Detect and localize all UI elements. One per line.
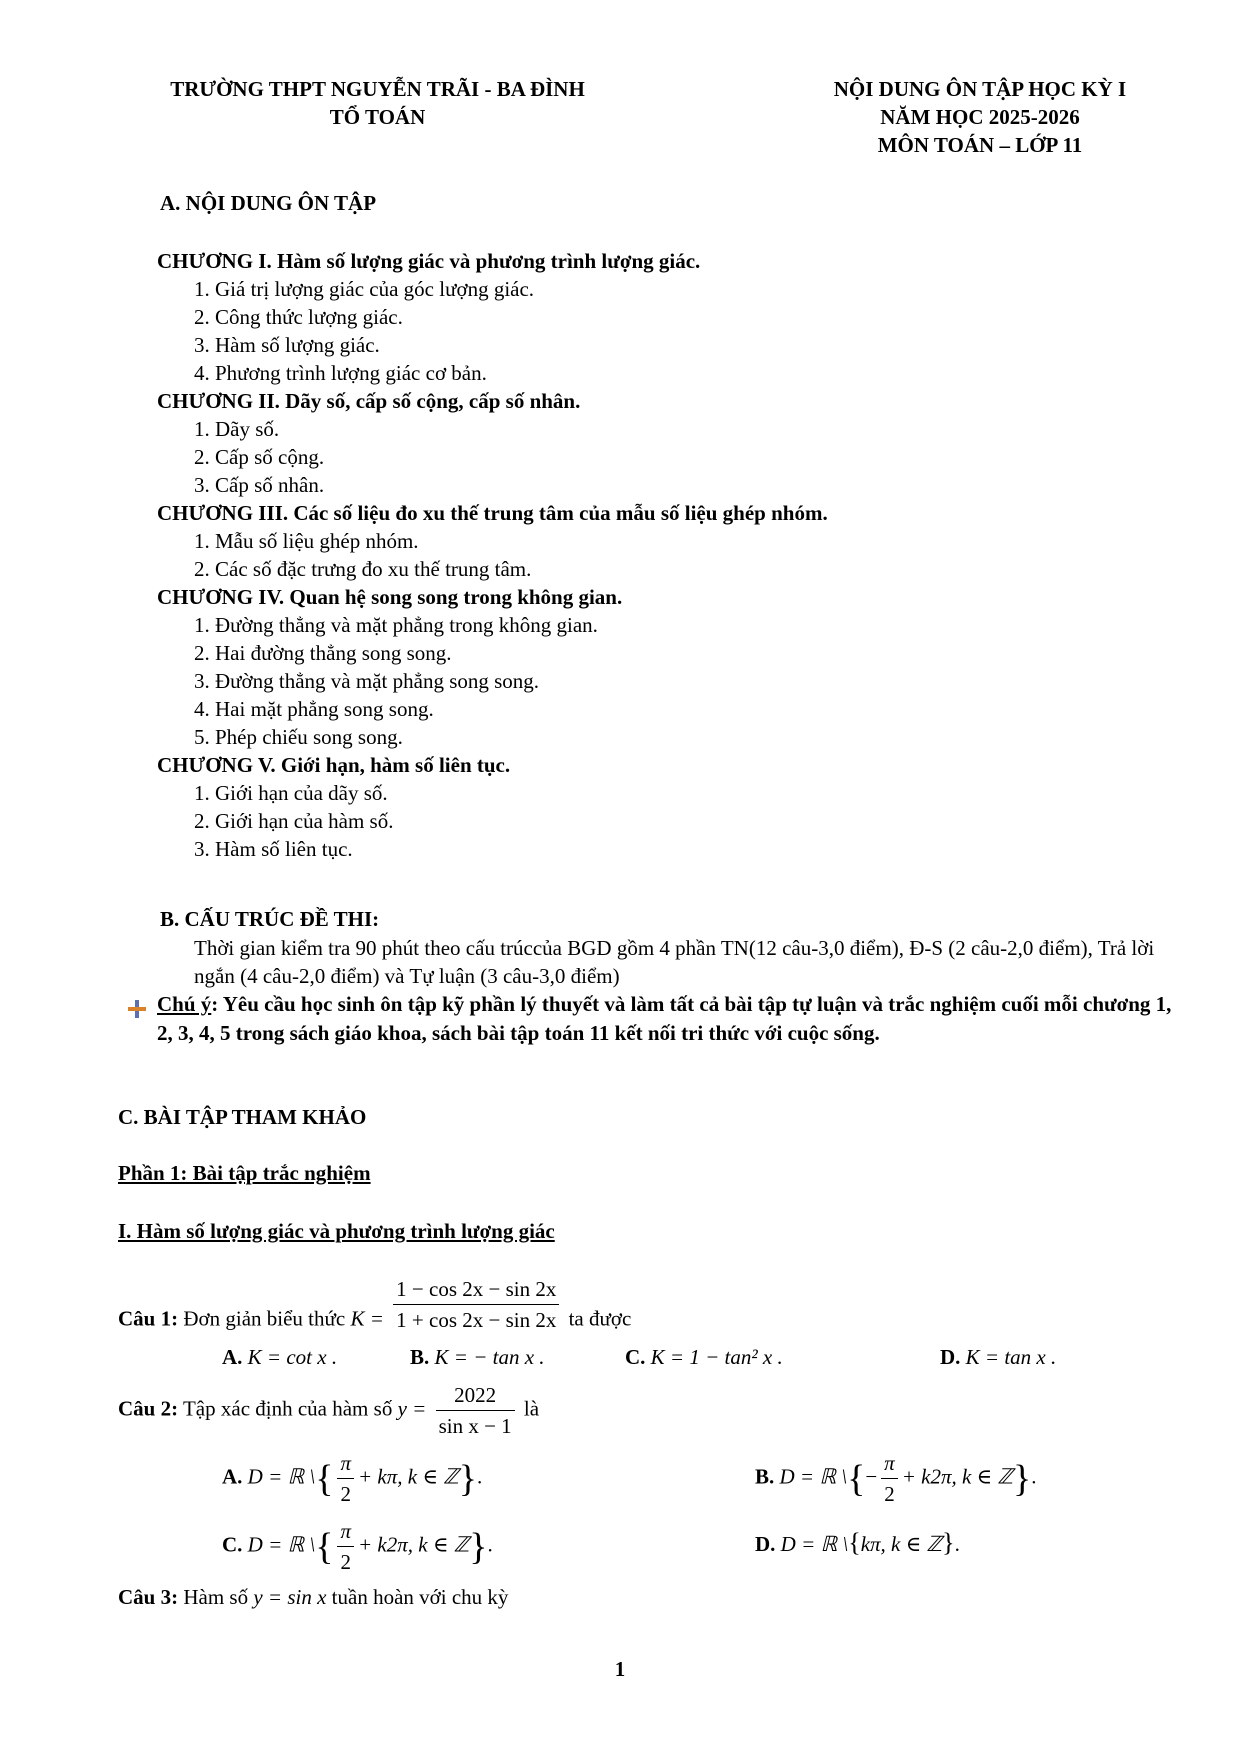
chapter-5-title: CHƯƠNG V. Giới hạn, hàm số liên tục.: [157, 753, 511, 777]
question-3: [118, 1584, 508, 1610]
chapter-2-item: 3. Cấp số nhân.: [194, 473, 325, 497]
department-name: TỔ TOÁN: [329, 105, 426, 129]
q2-option-b: B. D = ℝ \{− $\frac{\pi}{2}$ + k2π, k ∈ ℤ}.: [755, 1451, 1037, 1507]
chapter-2-item: 1. Dãy số.: [194, 417, 280, 441]
q1-option-a: A. K = cot x .: [222, 1345, 338, 1369]
chapter-5-item: 3. Hàm số liên tục.: [194, 837, 353, 861]
chapter-4-item: 1. Đường thẳng và mặt phẳng trong không gian.: [194, 613, 598, 637]
subsection-title: I. Hàm số lượng giác và phương trình lượng giác: [118, 1219, 555, 1243]
chapter-4-item: 5. Phép chiếu song song.: [194, 725, 403, 749]
question-1-text: Đơn giản biểu thức: [183, 1306, 346, 1331]
question-1: [118, 1276, 631, 1334]
chapter-2-title: CHƯƠNG II. Dãy số, cấp số cộng, cấp số nhân.: [157, 389, 581, 413]
chapter-3-item: 2. Các số đặc trưng đo xu thế trung tâm.: [194, 557, 532, 581]
document-title: NỘI DUNG ÔN TẬP HỌC KỲ I: [833, 77, 1127, 101]
school-name: TRƯỜNG THPT NGUYỄN TRÃI - BA ĐÌNH: [170, 77, 585, 101]
chapter-1-item: 3. Hàm số lượng giác.: [194, 333, 380, 357]
chapter-1-item: 4. Phương trình lượng giác cơ bản.: [194, 361, 487, 385]
chapter-3-title: CHƯƠNG III. Các số liệu đo xu thế trung tâm của mẫu số liệu ghép nhóm.: [157, 501, 828, 525]
question-2-tail: là: [523, 1396, 540, 1421]
fraction-numerator: 2022: [436, 1382, 515, 1411]
exam-structure-text: Thời gian kiểm tra 90 phút theo cấu trúccủa BGD gồm 4 phần TN(12 câu-3,0 điểm), Đ-S (2 câu-2,0 điểm), Trả lời ngắn (4 câu-2,0 điểm) và Tự luận (3 câu-3,0 điểm): [194, 936, 1155, 988]
chapter-1-item: 2. Công thức lượng giác.: [194, 305, 403, 329]
school-year: NĂM HỌC 2025-2026: [880, 105, 1080, 129]
q2-option-d: D. D = ℝ \{kπ, k ∈ ℤ}.: [755, 1528, 960, 1557]
fraction-numerator: 1 − cos 2x − sin 2x: [393, 1276, 559, 1305]
chapter-3-item: 1. Mẫu số liệu ghép nhóm.: [194, 529, 419, 553]
question-2-text: Tập xác định của hàm số: [182, 1396, 393, 1421]
question-1-lhs: K =: [350, 1306, 384, 1331]
chapter-1-title: CHƯƠNG I. Hàm số lượng giác và phương trình lượng giác.: [157, 249, 701, 273]
chapter-2-item: 2. Cấp số cộng.: [194, 445, 325, 469]
chapter-5-item: 1. Giới hạn của dãy số.: [194, 781, 388, 805]
q1-option-d: D. K = tan x .: [940, 1345, 1057, 1369]
chapter-4-item: 4. Hai mặt phẳng song song.: [194, 697, 434, 721]
question-1-fraction: [393, 1276, 559, 1334]
q1-option-c: C. K = 1 − tan² x .: [625, 1345, 783, 1369]
question-1-tail: ta được: [568, 1306, 632, 1331]
section-b-title: B. CẤU TRÚC ĐỀ THI:: [160, 907, 380, 931]
question-2-lhs: y =: [397, 1396, 427, 1421]
chapter-4-title: CHƯƠNG IV. Quan hệ song song trong không gian.: [157, 585, 623, 609]
question-3-expr: y = sin x: [253, 1585, 327, 1609]
fraction-denominator: 1 + cos 2x − sin 2x: [396, 1308, 557, 1333]
chapter-1-item: 1. Giá trị lượng giác của góc lượng giác.: [194, 277, 535, 301]
q2-option-a: A. D = ℝ \{ $\frac{\pi}{2}$ + kπ, k ∈ ℤ}.: [222, 1451, 483, 1507]
question-2: [118, 1382, 539, 1440]
question-2-label: Câu 2:: [118, 1396, 179, 1421]
note-bullet-icon: [128, 994, 146, 1020]
section-a-title: A. NỘI DUNG ÔN TẬP: [160, 191, 377, 215]
page-number: 1: [614, 1657, 626, 1681]
q1-option-b: B. K = − tan x .: [410, 1345, 545, 1369]
section-c-title: C. BÀI TẬP THAM KHẢO: [118, 1105, 367, 1129]
question-3-tail: tuần hoàn với chu kỳ: [331, 1585, 509, 1609]
note-label: Chú ý: [157, 992, 212, 1016]
subject-line: MÔN TOÁN – LỚP 11: [877, 133, 1083, 157]
q2-option-c: C. D = ℝ \{ $\frac{\pi}{2}$ + k2π, k ∈ ℤ}.: [222, 1519, 493, 1575]
chapter-4-item: 3. Đường thẳng và mặt phẳng song song.: [194, 669, 540, 693]
question-1-label: Câu 1:: [118, 1306, 179, 1331]
fraction-denominator: sin x − 1: [438, 1414, 512, 1439]
note-paragraph: [157, 990, 1177, 1048]
question-3-label: Câu 3:: [118, 1585, 179, 1609]
question-2-fraction: [436, 1382, 515, 1440]
note-text: : Yêu cầu học sinh ôn tập kỹ phần lý thuyết và làm tất cả bài tập tự luận và trắc nghiệm cuối mỗi chương 1, 2, 3, 4, 5 trong sách giáo khoa, sách bài tập toán 11 kết nối tri thức với cuộc sống.: [157, 992, 1172, 1045]
question-3-text: Hàm số: [183, 1585, 249, 1609]
part-1-title: Phần 1: Bài tập trắc nghiệm: [118, 1161, 371, 1185]
chapter-5-item: 2. Giới hạn của hàm số.: [194, 809, 394, 833]
chapter-4-item: 2. Hai đường thẳng song song.: [194, 641, 452, 665]
